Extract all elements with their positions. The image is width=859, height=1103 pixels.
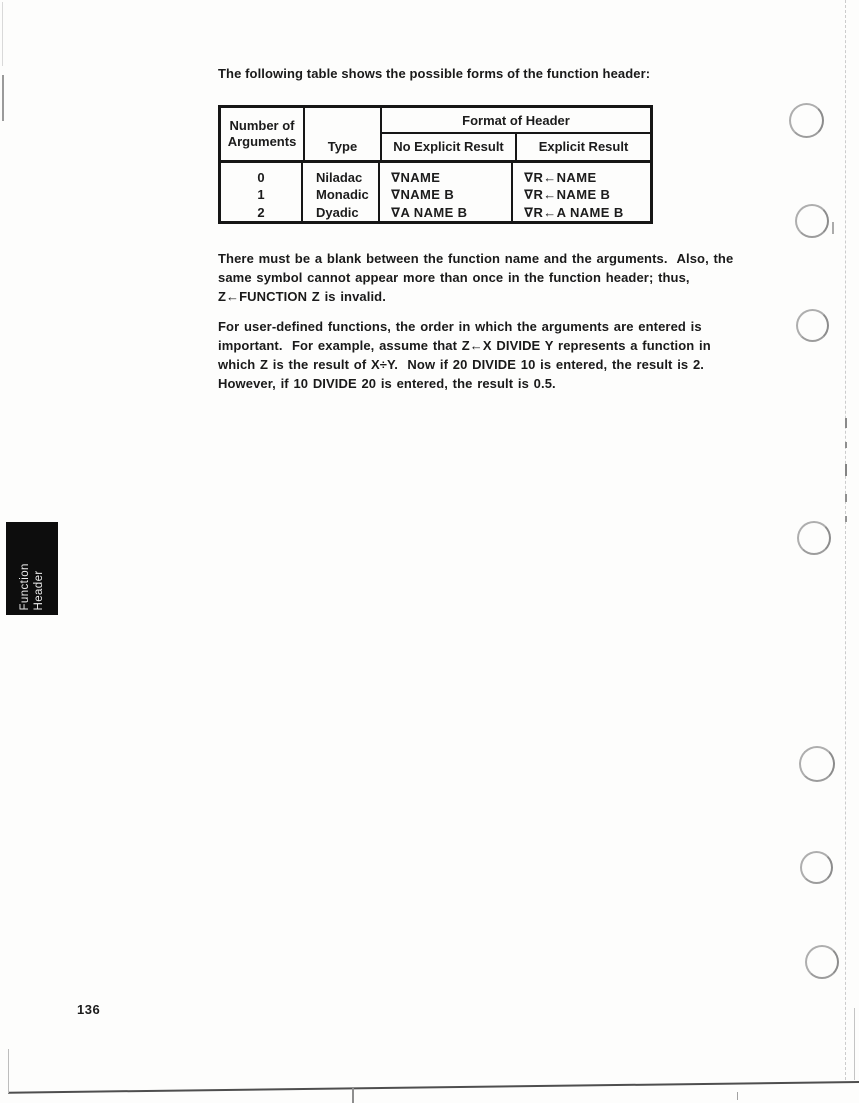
table-cell: 2	[257, 204, 265, 220]
scan-edge-mark	[845, 442, 847, 448]
tab-line-header: Header	[33, 569, 45, 610]
binder-hole-circle	[799, 746, 835, 782]
col1-header-line1: Number of	[229, 117, 295, 133]
scan-edge-tick	[352, 1087, 354, 1103]
table-header-row	[221, 108, 650, 160]
table-cell: ∇R←NAME	[524, 169, 597, 185]
page-bottom-rule	[8, 1081, 859, 1094]
column-header-number-of-arguments	[221, 108, 305, 160]
col3-header-label: No Explicit Result	[393, 139, 504, 155]
span-header-format-of-header	[382, 108, 650, 134]
scan-edge-mark	[845, 494, 847, 502]
section-tab-function-header	[6, 522, 58, 615]
table-cell: Dyadic	[316, 204, 359, 220]
column-header-type	[305, 108, 382, 160]
scan-edge-mark	[845, 516, 847, 522]
binder-hole-circle	[796, 309, 829, 342]
binder-hole-circle	[797, 521, 831, 555]
scan-edge-dashed-line	[845, 0, 846, 1080]
table-cell: ∇R←NAME B	[524, 187, 611, 202]
table-cell: Monadic	[316, 187, 369, 202]
scan-edge-line	[2, 2, 3, 66]
format-of-header-group	[382, 108, 650, 160]
binder-hole-circle	[789, 103, 824, 138]
arguments-column-values	[221, 163, 303, 222]
intro-sentence: The following table shows the possible forms of the function header:	[218, 66, 651, 81]
scan-edge-tick	[737, 1092, 738, 1100]
binder-hole-circle	[805, 945, 839, 979]
table-cell: 0	[257, 169, 265, 185]
paragraph-line: same symbol cannot appear more than once in the function header; thus,	[218, 270, 690, 285]
column-header-no-explicit-result	[382, 134, 517, 160]
column-header-explicit-result	[517, 134, 650, 160]
table-cell: ∇NAME	[391, 169, 441, 185]
section-tab-text	[6, 522, 58, 615]
paragraph-line: For user-defined functions, the order in which the arguments are entered is	[218, 319, 702, 334]
page-number: 136	[77, 1002, 101, 1017]
scan-edge-mark	[832, 222, 834, 234]
paragraph-blank-rule	[218, 249, 733, 306]
table-cell: Niladac	[316, 169, 363, 185]
paragraph-line: There must be a blank between the function name and the arguments. Also, the	[218, 251, 734, 266]
table-cell: ∇A NAME B	[391, 204, 468, 220]
table-cell: 1	[257, 187, 265, 202]
paragraph-argument-order	[218, 317, 711, 393]
paragraph-line: Z←FUNCTION Z is invalid.	[218, 289, 386, 304]
scan-edge-line	[2, 75, 4, 121]
function-header-table	[218, 105, 653, 224]
tab-line-function: Function	[19, 562, 31, 610]
table-cell: ∇NAME B	[391, 187, 455, 202]
scan-edge-mark	[845, 464, 847, 476]
binder-hole-circle	[795, 204, 829, 238]
paragraph-line: important. For example, assume that Z←X DIVIDE Y represents a function in	[218, 338, 711, 353]
span-header-label: Format of Header	[462, 112, 570, 128]
paragraph-line: However, if 10 DIVIDE 20 is entered, the result is 0.5.	[218, 376, 556, 391]
explicit-result-column-values	[513, 163, 650, 222]
binder-hole-circle	[800, 851, 833, 884]
no-explicit-result-column-values	[380, 163, 513, 222]
type-column-values	[303, 163, 380, 222]
sub-header-row	[382, 134, 650, 160]
col4-header-label: Explicit Result	[538, 139, 629, 155]
scan-edge-line	[854, 1008, 855, 1080]
scan-edge-mark	[845, 418, 847, 428]
paragraph-line: which Z is the result of X÷Y. Now if 20 DIVIDE 10 is entered, the result is 2.	[218, 357, 704, 372]
col1-header-line2: Arguments	[227, 133, 297, 149]
scan-edge-line	[8, 1049, 9, 1093]
col2-header-label: Type	[327, 138, 358, 154]
table-body	[221, 160, 650, 222]
table-cell: ∇R←A NAME B	[524, 204, 624, 220]
